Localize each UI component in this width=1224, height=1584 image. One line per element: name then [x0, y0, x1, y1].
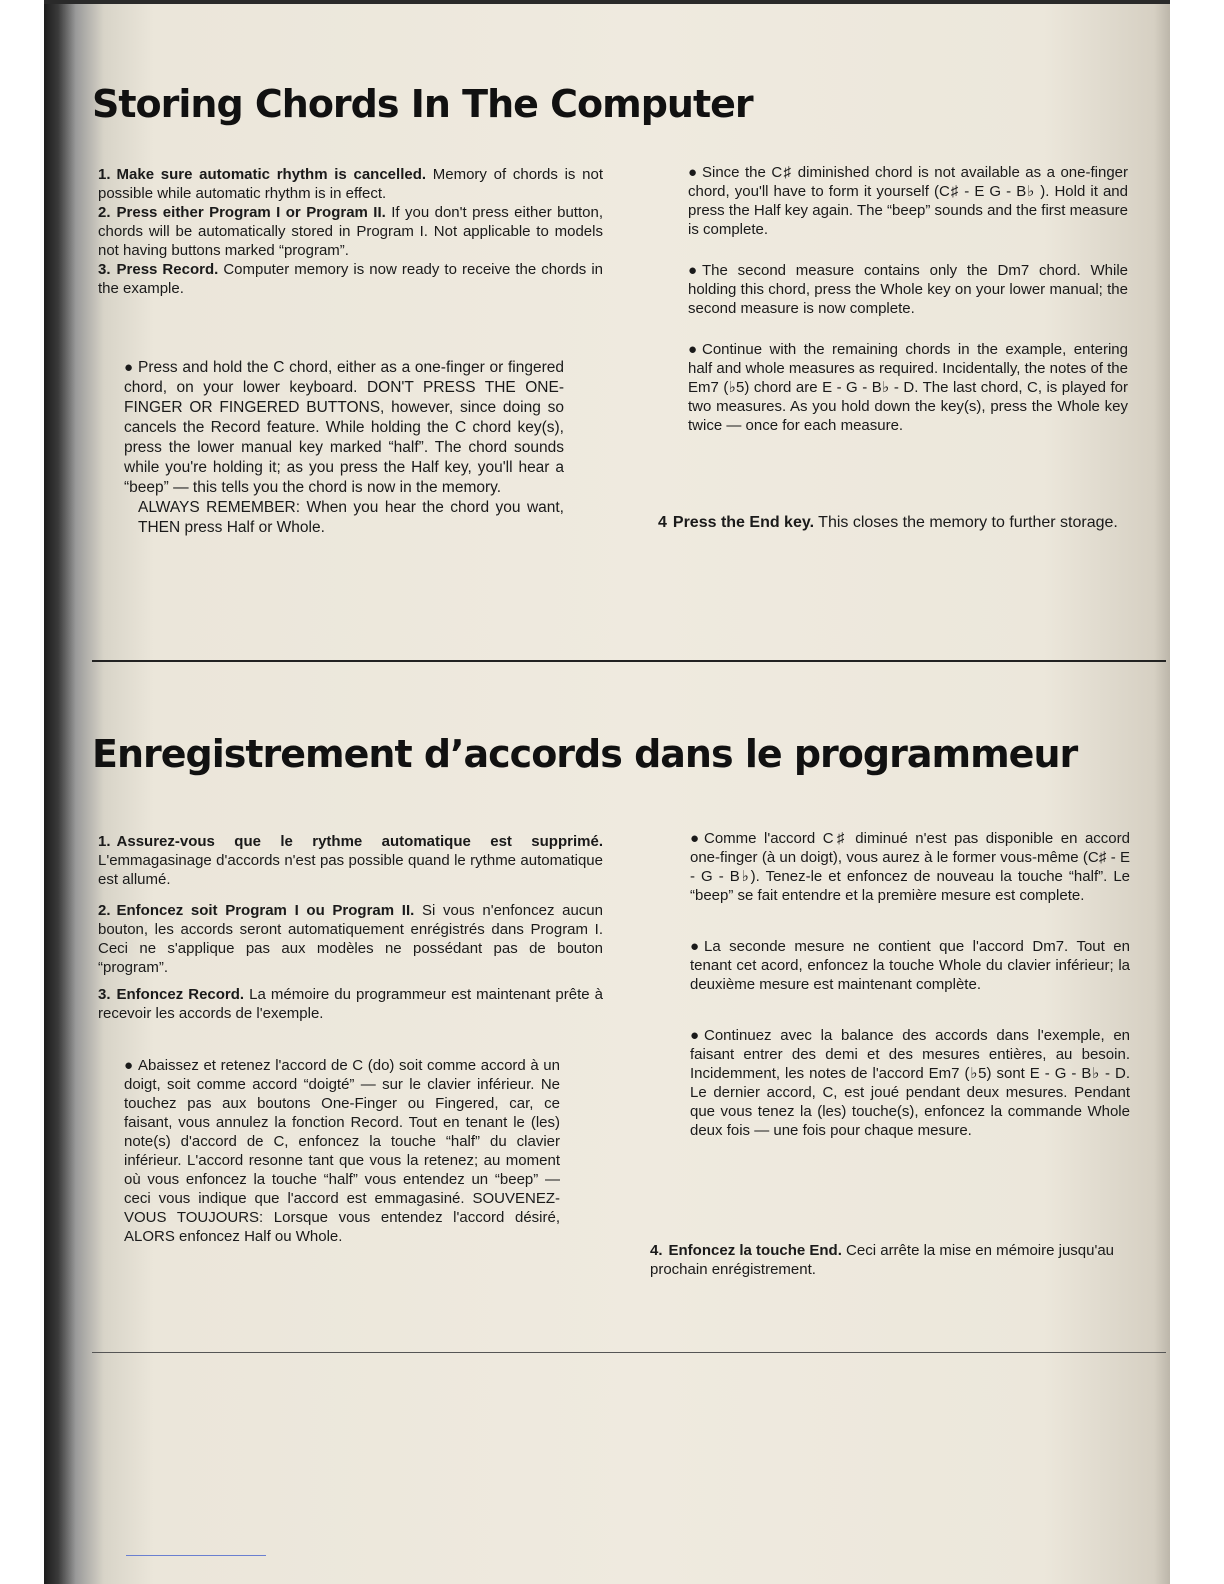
- bullet-text: The second measure contains only the Dm7 chord. While holding this chord, press the Whole key on your lower manual; the second measure is now complete.: [688, 262, 1128, 317]
- english-right-bullet-1: [688, 163, 1128, 239]
- english-always-remember: ALWAYS REMEMBER: When you hear the chord you want, THEN press Half or Whole.: [138, 499, 564, 536]
- french-right-bullet-1: [690, 829, 1130, 905]
- step-text: Memory of chords is not possible while automatic rhythm is in effect.: [98, 166, 603, 202]
- step-text: Computer memory is now ready to receive the chords in the example.: [98, 261, 603, 297]
- page-margin: [1170, 0, 1224, 1584]
- french-step-3: [98, 985, 603, 1023]
- step-number: 2.: [98, 902, 111, 919]
- step-number: 3.: [98, 986, 111, 1003]
- french-right-bullet-2: [690, 937, 1130, 994]
- bullet-icon: ●: [124, 359, 134, 376]
- english-left-column: [98, 165, 603, 298]
- step-lead: Enfoncez soit Program I ou Program II.: [116, 902, 415, 919]
- bullet-icon: ●: [688, 164, 698, 181]
- english-step-3: [98, 260, 603, 298]
- french-right-column: [690, 829, 1130, 1140]
- french-step-2: [98, 901, 603, 977]
- french-left-column: [98, 832, 603, 1023]
- french-step-4: [650, 1241, 1162, 1279]
- step-number: 4.: [650, 1242, 663, 1259]
- bullet-icon: ●: [688, 341, 698, 358]
- english-step-4: [658, 509, 1164, 537]
- bullet-text: Continuez avec la balance des accords dans l'exemple, en faisant entrer des demi et des mesures entières, au besoin. Incidemment, les notes de l'accord Em7 (♭5) sont E - G - B♭ - D. Le dernier accord, C, est joué pendant deux mesures. Pendant que vous tenez la (les) touche(s), enfoncez la commande Whole deux fois — une fois pour chaque mesure.: [690, 1027, 1130, 1139]
- french-step-1: [98, 832, 603, 889]
- step-number: 4: [658, 514, 667, 531]
- english-step-2: [98, 203, 603, 260]
- step-lead: Make sure automatic rhythm is cancelled.: [116, 166, 427, 183]
- step-number: 3.: [98, 261, 111, 278]
- french-bullet-hold: [124, 1056, 560, 1246]
- bullet-text: Since the C♯ diminished chord is not available as a one-finger chord, you'll have to form it yourself (C♯ - E G - B♭ ). Hold it and press the Half key again. The “beep” sounds and the first measure is complete.: [688, 164, 1128, 238]
- step-lead: Press either Program I or Program II.: [116, 204, 386, 221]
- bullet-icon: ●: [690, 938, 700, 955]
- english-right-bullet-3: [688, 340, 1128, 435]
- english-bullet-hold: [124, 358, 564, 498]
- english-title: Storing Chords In The Computer: [92, 82, 753, 126]
- english-hold-instructions: [124, 358, 564, 538]
- bullet-icon: ●: [688, 262, 698, 279]
- bottom-marker: [126, 1555, 266, 1556]
- step-lead: Press the End key.: [672, 514, 815, 531]
- step-text: L'emmagasinage d'accords n'est pas possible quand le rythme automatique est allumé.: [98, 852, 603, 888]
- top-edge: [44, 0, 1170, 4]
- bullet-icon: ●: [690, 830, 700, 847]
- french-right-bullet-3: [690, 1026, 1130, 1140]
- section-divider: [92, 660, 1166, 662]
- step-lead: Press Record.: [116, 261, 219, 278]
- bottom-divider: [92, 1352, 1166, 1353]
- english-right-column: [688, 163, 1128, 435]
- step-number: 2.: [98, 204, 111, 221]
- bullet-text: Press and hold the C chord, either as a one-finger or fingered chord, on your lower keyboard. DON'T PRESS THE ONE-FINGER OR FINGERED BUTTONS, however, since doing so cancels the Record feature. While holding the C chord key(s), press the lower manual key marked “half”. The chord sounds while you're holding it; as you press the Half key, you'll hear a “beep” — this tells you the chord is now in the memory.: [124, 359, 564, 496]
- step-number: 1.: [98, 166, 111, 183]
- bullet-icon: ●: [690, 1027, 700, 1044]
- step-text: This closes the memory to further storage.: [818, 514, 1118, 531]
- step-lead: Enfoncez Record.: [116, 986, 245, 1003]
- bullet-text: Abaissez et retenez l'accord de C (do) soit comme accord à un doigt, soit comme accord “doigté” — sur le clavier inférieur. Ne touchez pas aux boutons One-Finger ou Fingered, car, ce faisant, vous annulez la fonction Record. Tout en tenant le (les) note(s) d'accord de C, enfoncez la touche “half” du clavier inférieur. L'accord resonne tant que vous la retenez; au moment où vous enfoncez la touche “half” vous entendez un “beep” — ceci vous indique que l'accord est emmagasiné. SOUVENEZ-VOUS TOUJOURS: Lorsque vous entendez l'accord désiré, ALORS enfoncez Half ou Whole.: [124, 1057, 560, 1245]
- step-text: Ceci arrête la mise en mémoire jusqu'au prochain enrégistrement.: [650, 1242, 1115, 1278]
- step-text: La mémoire du programmeur est maintenant prête à recevoir les accords de l'exemple.: [98, 986, 604, 1022]
- step-lead: Enfoncez la touche End.: [668, 1242, 842, 1259]
- french-hold-instructions: [124, 1056, 560, 1246]
- bullet-text: Continue with the remaining chords in the example, entering half and whole measures as required. Incidentally, the notes of the Em7 (♭5) chord are E - G - B♭ - D. The last chord, C, is played for two measures. As you hold down the key(s), press the Whole key twice — once for each measure.: [688, 341, 1128, 434]
- step-text: Si vous n'enfoncez aucun bouton, les accords seront automatiquement enrégistrés dans Program I. Ceci ne s'applique pas aux modèles ne possédant pas de bouton “program”.: [98, 902, 603, 976]
- step-text: If you don't press either button, chords will be automatically stored in Program I. Not applicable to models not having buttons marked “program”.: [98, 204, 603, 259]
- bullet-text: Comme l'accord C♯ diminué n'est pas disponible en accord one-finger (à un doigt), vous aurez à le former vous-même (C♯ - E - G - B♭). Tenez-le et enfoncez de nouveau la touche “half”. Le “beep” se fait entendre et la première mesure est complete.: [690, 830, 1130, 904]
- step-number: 1.: [98, 833, 111, 850]
- french-title: Enregistrement d’accords dans le programmeur: [92, 732, 1078, 776]
- bullet-text: La seconde mesure ne contient que l'accord Dm7. Tout en tenant cet acord, enfoncez la touche Whole du clavier inférieur; la deuxième mesure est maintenant complète.: [690, 938, 1130, 993]
- english-step-1: [98, 165, 603, 203]
- step-lead: Assurez-vous que le rythme automatique est supprimé.: [116, 833, 603, 850]
- english-right-bullet-2: [688, 261, 1128, 318]
- bullet-icon: ●: [124, 1057, 134, 1074]
